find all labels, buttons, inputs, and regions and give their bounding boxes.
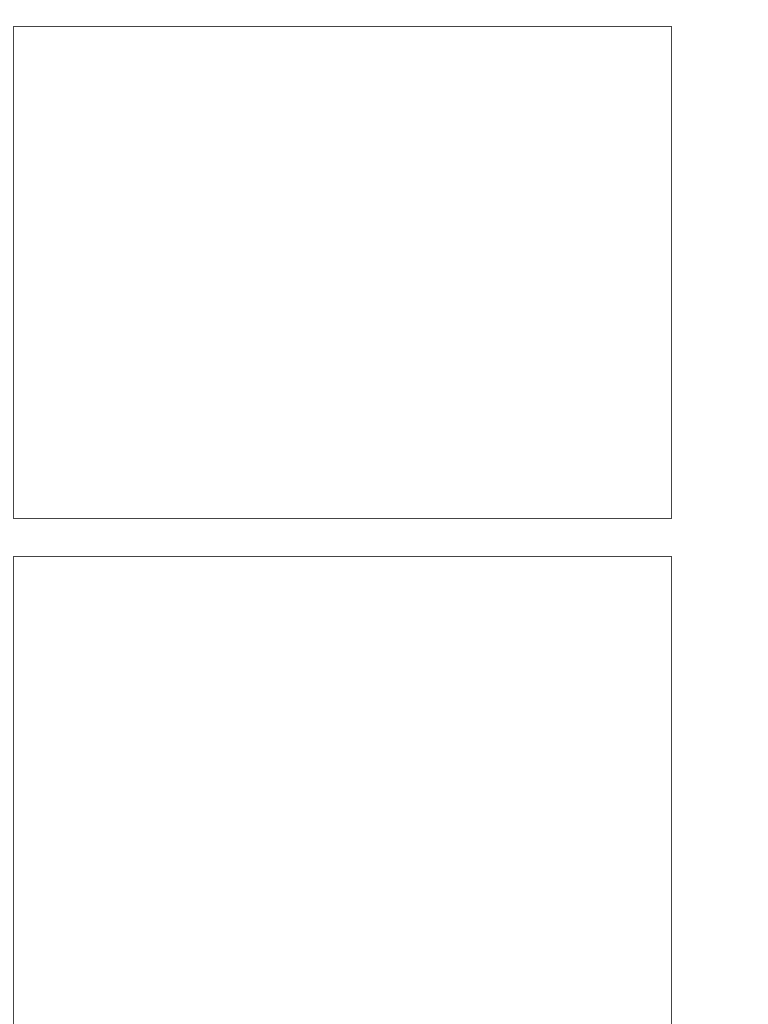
detail-cards-grid — [13, 556, 672, 1024]
topic-cards-grid — [13, 26, 672, 519]
